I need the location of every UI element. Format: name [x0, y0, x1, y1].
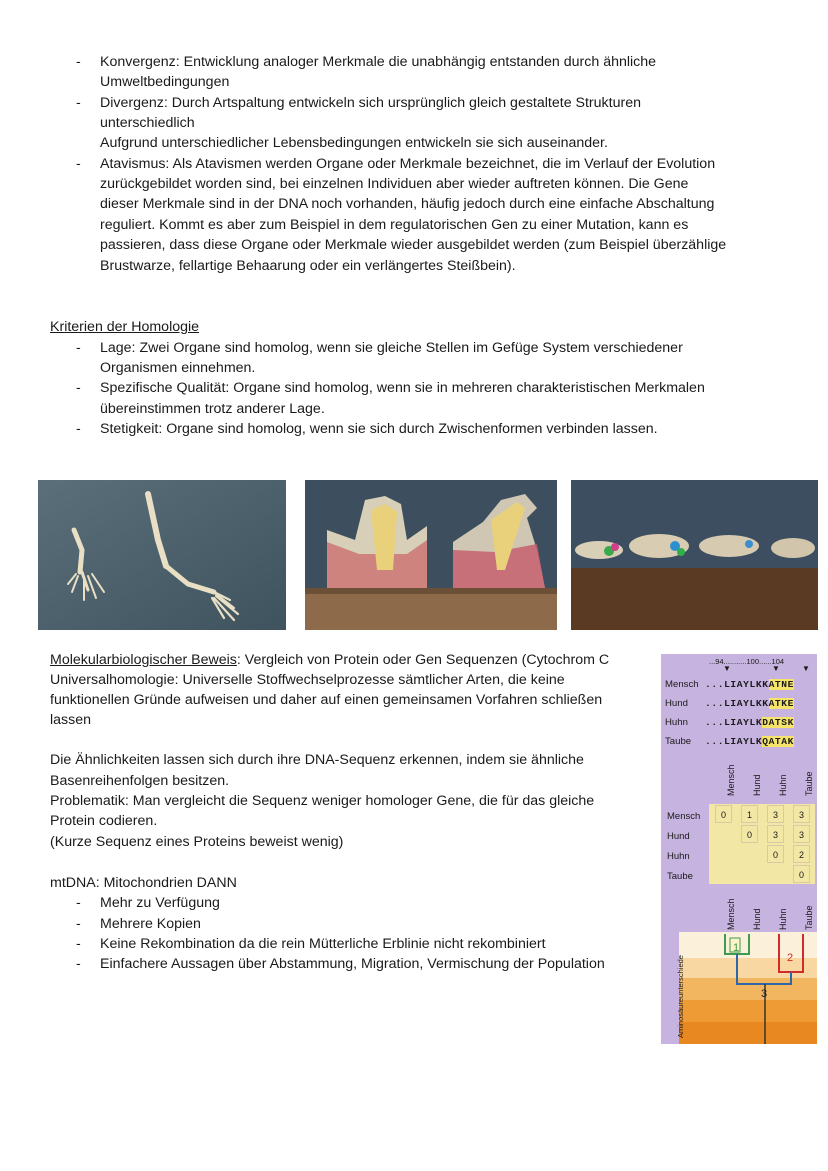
matrix-cell: 0: [767, 845, 784, 863]
arrow-down-icon: ▼: [772, 664, 780, 673]
tree-label-2: 2: [787, 952, 794, 964]
text-line: Divergenz: Durch Artspaltung entwickeln sich ursprünglich gleich gestaltete Strukturen: [100, 95, 641, 111]
matrix-col-label: Hund: [752, 774, 762, 796]
matrix-cell: 1: [741, 805, 758, 823]
text-line: Konvergenz: Entwicklung analoger Merkmale die unabhängig entstanden durch ähnliche: [100, 54, 657, 70]
text-line: reguliert. Kommt es aber zum Beispiel in dem regulatorischen Gen zu einer Mutation, kann es: [100, 217, 689, 233]
matrix-row-label: Hund: [667, 831, 690, 842]
text-line: Basenreihenfolgen besitzen.: [50, 773, 230, 789]
text-line: mtDNA: Mitochondrien DANN: [50, 875, 237, 891]
homology-heading: Kriterien der Homologie: [50, 319, 200, 335]
text-line: Einfachere Aussagen über Abstammung, Migration, Vermischung der Population: [100, 956, 605, 972]
bullet-dash: -: [76, 936, 81, 952]
matrix-col-label: Huhn: [778, 774, 788, 796]
matrix-cell: 2: [793, 845, 810, 863]
matrix-row-label: Huhn: [667, 851, 690, 862]
bullet-dash: -: [76, 916, 81, 932]
molecular-heading: [50, 650, 609, 670]
text-line: übereinstimmen trotz anderer Lage.: [100, 401, 325, 417]
tree-col-label: Mensch: [726, 898, 736, 930]
matrix-cell: 3: [793, 805, 810, 823]
matrix-cell: 3: [767, 825, 784, 843]
cytochrome-figure: [661, 654, 817, 1044]
text-line: Keine Rekombination da die rein Mütterliche Erblinie nicht rekombiniert: [100, 936, 546, 952]
bullet-dash: -: [76, 421, 81, 437]
tree-col-label: Hund: [752, 908, 762, 930]
text-line: Spezifische Qualität: Organe sind homolog, wenn sie in mehreren charakteristischen Merkmalen: [100, 380, 705, 396]
tree-col-label: Huhn: [778, 908, 788, 930]
text-line: passieren, dass diese Organe oder Merkmale wieder ausgebildet werden (zum Beispiel überzählige: [100, 237, 727, 253]
arrow-down-icon: ▼: [723, 664, 731, 673]
tree-label-1: 1: [733, 942, 740, 954]
bullet-dash: -: [76, 340, 81, 356]
skulls-image: [571, 480, 818, 630]
text-line: Brustwarze, fellartige Behaarung oder ein verlängertes Steißbein).: [100, 258, 516, 274]
matrix-row-label: Taube: [667, 871, 693, 882]
bullet-dash: -: [76, 95, 81, 111]
text-line: Organismen einnehmen.: [100, 360, 256, 376]
text-line: funktionellen Gründe aufweisen und daher auf einen gemeinsamen Vorfahren schließen: [50, 692, 603, 708]
arrow-down-icon: ▼: [802, 664, 810, 673]
bullet-dash: -: [76, 956, 81, 972]
text-line: Problematik: Man vergleicht die Sequenz weniger homologer Gene, die für das gleiche: [50, 793, 595, 809]
bullet-dash: -: [76, 54, 81, 70]
text-line: zurückgebildet worden sind, bei einzelnen Individuen aber wieder auftreten können. Die Gene: [100, 176, 689, 192]
sequence-row: Mensch ...LIAYLKKATNE: [665, 679, 795, 690]
matrix-col-label: Mensch: [726, 764, 736, 796]
text-line: Aufgrund unterschiedlicher Lebensbedingungen entwickeln sie sich auseinander.: [100, 135, 608, 151]
text-line: dieser Merkmale sind in der DNA noch vorhanden, häufig jedoch durch eine einfache Abschaltung: [100, 196, 715, 212]
tree-label-3: 3: [761, 988, 768, 1000]
text-line: unterschiedlich: [100, 115, 195, 131]
matrix-row-label: Mensch: [667, 811, 701, 822]
text-line: Protein codieren.: [50, 813, 158, 829]
teeth-image: [305, 480, 557, 630]
arm-bones-image: [38, 480, 286, 630]
text-line: Die Ähnlichkeiten lassen sich durch ihre DNA-Sequenz erkennen, indem sie ähnliche: [50, 752, 584, 768]
axis-label: Aminosäureunterschiede: [676, 955, 685, 1038]
molecular-heading-rest: : Vergleich von Protein oder Gen Sequenzen (Cytochrom C: [236, 652, 610, 668]
sequence-row: Taube ...LIAYLKQATAK: [665, 736, 795, 747]
sequence-positions: ...94...........100......104: [709, 657, 785, 666]
matrix-cell: 0: [741, 825, 758, 843]
text-line: (Kurze Sequenz eines Proteins beweist wenig): [50, 834, 344, 850]
matrix-cell: 0: [793, 865, 810, 883]
sequence-row: Huhn ...LIAYLKDATSK: [665, 717, 795, 728]
bullet-dash: -: [76, 156, 81, 172]
text-line: lassen: [50, 712, 92, 728]
matrix-cell: 3: [793, 825, 810, 843]
bullet-dash: -: [76, 380, 81, 396]
text-line: Lage: Zwei Organe sind homolog, wenn sie gleiche Stellen im Gefüge System verschiedener: [100, 340, 683, 356]
tree-col-label: Taube: [804, 905, 814, 930]
text-line: Mehr zu Verfügung: [100, 895, 220, 911]
molecular-heading-underlined: Molekularbiologischer Beweis: [50, 652, 237, 668]
text-line: Universalhomologie: Universelle Stoffwechselprozesse sämtlicher Arten, die keine: [50, 672, 565, 688]
text-line: Atavismus: Als Atavismen werden Organe oder Merkmale bezeichnet, die im Verlauf der Evolution: [100, 156, 716, 172]
matrix-cell: 0: [715, 805, 732, 823]
matrix-cell: 3: [767, 805, 784, 823]
bullet-dash: -: [76, 895, 81, 911]
text-line: Umweltbedingungen: [100, 74, 230, 90]
text-line: Mehrere Kopien: [100, 916, 201, 932]
matrix-col-label: Taube: [804, 771, 814, 796]
text-line: Stetigkeit: Organe sind homolog, wenn sie sich durch Zwischenformen verbinden lassen.: [100, 421, 658, 437]
sequence-row: Hund ...LIAYLKKATKE: [665, 698, 795, 709]
